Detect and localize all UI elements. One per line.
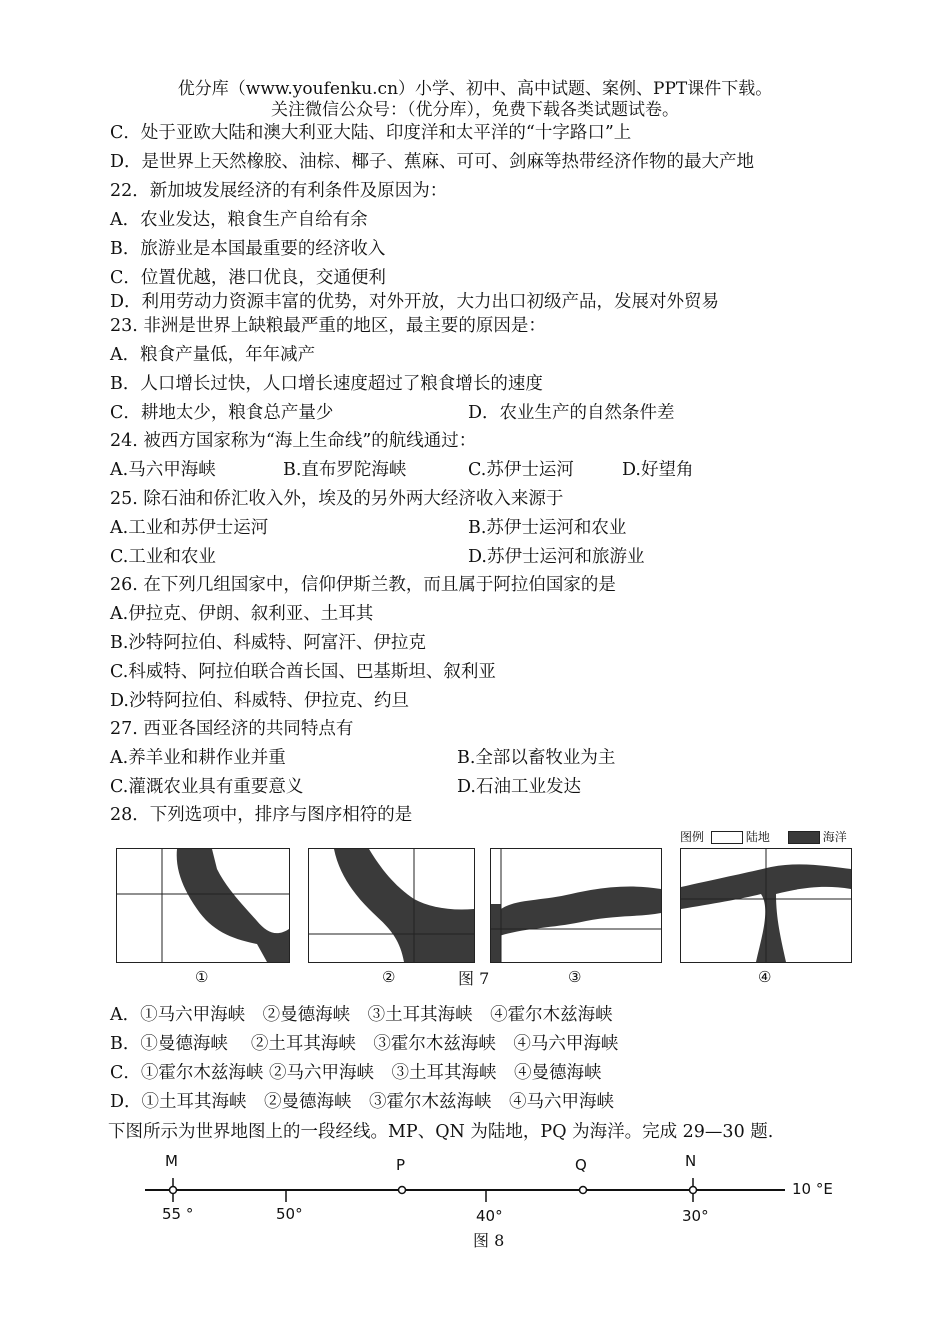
- map-1: [116, 848, 290, 963]
- tick-30-label: 30°: [682, 1207, 709, 1225]
- tick-40-label: 40°: [476, 1207, 503, 1225]
- q24-stem: 24. 被西方国家称为“海上生命线”的航线通过：: [110, 431, 477, 451]
- map-3-drawing: [491, 849, 661, 962]
- q25-option-c: C.工业和农业: [110, 547, 216, 567]
- point-p-label: P: [396, 1156, 406, 1174]
- q23-stem: 23. 非洲是世界上缺粮最严重的地区，最主要的原因是：: [110, 316, 546, 336]
- q24-option-d: D.好望角: [622, 460, 694, 480]
- figure-7: [110, 828, 855, 988]
- tick-55-label: 55 °: [162, 1205, 194, 1223]
- header-line-2: 关注微信公众号：（优分库），免费下载各类试题试卷。: [271, 100, 679, 120]
- q28-option-d: D．①土耳其海峡 ②曼德海峡 ③霍尔木兹海峡 ④马六甲海峡: [110, 1092, 615, 1112]
- q22-option-b: B．旅游业是本国最重要的经济收入: [110, 239, 386, 259]
- q28-stem: 28．下列选项中，排序与图序相符的是: [110, 805, 413, 825]
- q22-option-a: A．农业发达，粮食生产自给有余: [110, 210, 368, 230]
- legend-sea-swatch: [788, 831, 820, 844]
- map-1-label: ①: [195, 968, 209, 986]
- q23-option-a: A．粮食产量低，年年减产: [110, 345, 316, 365]
- q27-stem: 27. 西亚各国经济的共同特点有: [110, 719, 354, 739]
- q27-option-a: A.养羊业和耕作业并重: [110, 748, 286, 768]
- map-4-label: ④: [758, 968, 772, 986]
- q25-option-a: A.工业和苏伊士运河: [110, 518, 269, 538]
- q24-option-c: C.苏伊士运河: [468, 460, 574, 480]
- q28-option-b: B．①曼德海峡 ②土耳其海峡 ③霍尔木兹海峡 ④马六甲海峡: [110, 1034, 619, 1054]
- q23-option-c: C．耕地太少，粮食总产量少: [110, 403, 334, 423]
- legend-land-label: 陆地: [745, 830, 770, 844]
- map-3: [490, 848, 662, 963]
- q28-option-c: C．①霍尔木兹海峡 ②马六甲海峡 ③土耳其海峡 ④曼德海峡: [110, 1063, 602, 1083]
- q24-option-a: A.马六甲海峡: [110, 460, 216, 480]
- q23-option-d: D．农业生产的自然条件差: [468, 403, 675, 423]
- q21-option-d: D．是世界上天然橡胶、油棕、椰子、蕉麻、可可、剑麻等热带经济作物的最大产地: [110, 152, 755, 172]
- figure-7-caption: 图 7: [458, 969, 490, 988]
- q26-option-a: A.伊拉克、伊朗、叙利亚、土耳其: [110, 604, 374, 624]
- figure-8: [140, 1150, 840, 1230]
- q24-option-b: B.直布罗陀海峡: [283, 460, 407, 480]
- map-4: [680, 848, 852, 963]
- legend-title: 图例: [680, 830, 705, 844]
- q21-option-c: C．处于亚欧大陆和澳大利亚大陆、印度洋和太平洋的“十字路口”上: [110, 123, 632, 143]
- q26-option-c: C.科威特、阿拉伯联合酋长国、巴基斯坦、叙利亚: [110, 662, 496, 682]
- q26-stem: 26. 在下列几组国家中，信仰伊斯兰教，而且属于阿拉伯国家的是: [110, 575, 616, 595]
- q26-option-b: B.沙特阿拉伯、科威特、阿富汗、伊拉克: [110, 633, 426, 653]
- q22-option-d: D．利用劳动力资源丰富的优势，对外开放，大力出口初级产品，发展对外贸易: [110, 292, 720, 312]
- map-2-drawing: [309, 849, 474, 962]
- point-n-label: N: [685, 1152, 697, 1170]
- legend-sea-label: 海洋: [822, 830, 847, 844]
- q25-option-b: B.苏伊士运河和农业: [468, 518, 627, 538]
- tick-50-label: 50°: [276, 1205, 303, 1223]
- q27-option-b: B.全部以畜牧业为主: [457, 748, 616, 768]
- header-line-1: 优分库（www.youfenku.cn）小学、初中、高中试题、案例、PPT课件下载。: [177, 79, 773, 99]
- meridian-label: 10 °E: [792, 1180, 833, 1198]
- q25-option-d: D.苏伊士运河和旅游业: [468, 547, 645, 567]
- figure-8-caption: 图 8: [473, 1231, 505, 1250]
- map-2-label: ②: [382, 968, 396, 986]
- point-q-label: Q: [575, 1156, 587, 1174]
- q26-option-d: D.沙特阿拉伯、科威特、伊拉克、约旦: [110, 691, 409, 711]
- map-1-drawing: [117, 849, 289, 962]
- q28-option-a: A．①马六甲海峡 ②曼德海峡 ③土耳其海峡 ④霍尔木兹海峡: [110, 1005, 613, 1025]
- q22-option-c: C．位置优越，港口优良，交通便利: [110, 268, 386, 288]
- legend-land-swatch: [711, 831, 743, 844]
- q27-option-c: C.灌溉农业具有重要意义: [110, 777, 304, 797]
- map-2: [308, 848, 475, 963]
- point-m-label: M: [165, 1152, 178, 1170]
- q22-stem: 22．新加坡发展经济的有利条件及原因为：: [110, 181, 448, 201]
- q25-stem: 25. 除石油和侨汇收入外，埃及的另外两大经济收入来源于: [110, 489, 564, 509]
- q23-option-b: B．人口增长过快，人口增长速度超过了粮食增长的速度: [110, 374, 543, 394]
- map-legend: [680, 828, 847, 845]
- map-4-drawing: [681, 849, 851, 962]
- q29-intro: 下图所示为世界地图上的一段经线。MP、QN 为陆地，PQ 为海洋。完成 29—30 题.: [108, 1122, 774, 1142]
- q27-option-d: D.石油工业发达: [457, 777, 581, 797]
- map-3-label: ③: [568, 968, 582, 986]
